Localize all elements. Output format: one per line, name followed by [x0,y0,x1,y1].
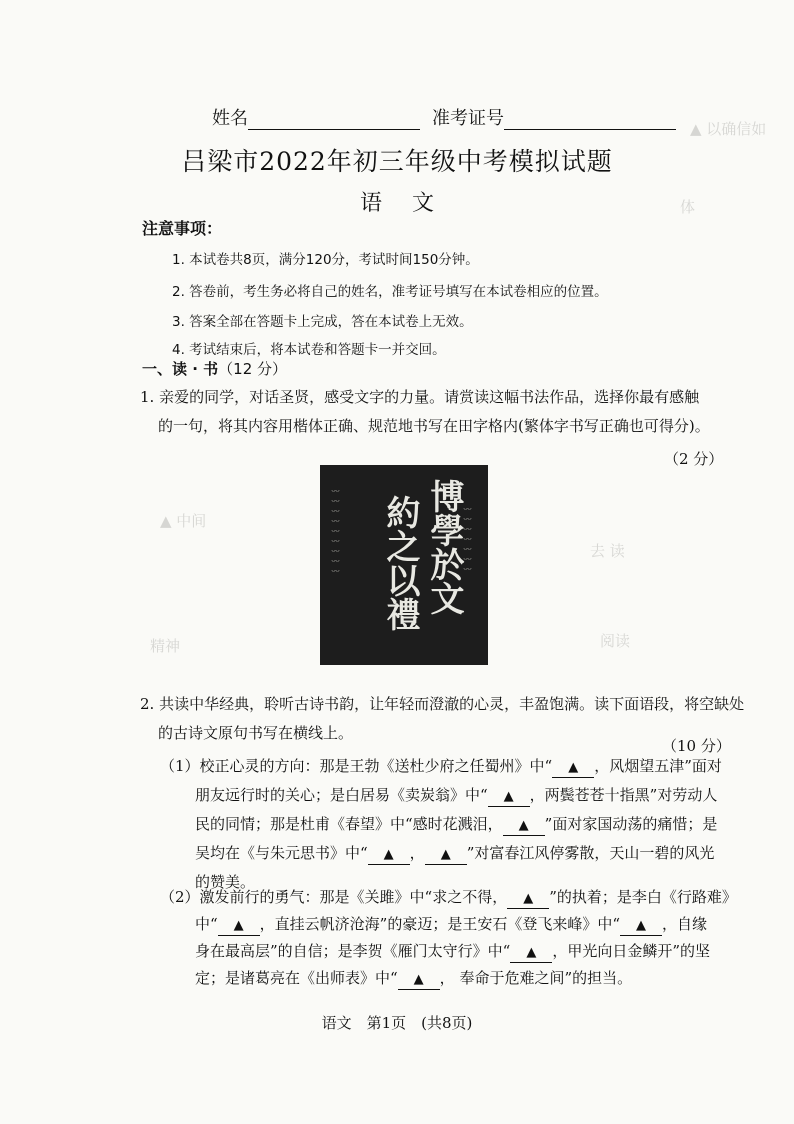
answer-blank[interactable]: ▲ [510,942,552,963]
answer-blank[interactable]: ▲ [552,757,594,778]
calligraphy-column-2: 約之以禮 [380,495,420,631]
page-footer: 语文 第1页 (共8页) [321,1014,473,1032]
exam-title: 吕梁市2022年初三年级中考模拟试题 [181,147,613,176]
name-field[interactable]: 姓名 [212,104,420,130]
bleed-through-text: 精神 [150,637,181,655]
q1-score: （2 分） [664,450,724,468]
name-underline[interactable] [248,109,420,130]
bleed-through-text: 阅读 [600,632,631,650]
bleed-through-text: ▲ 以确信如 [690,120,767,138]
q2-score: （10 分） [662,737,731,755]
notice-item: 2. 答卷前，考生务必将自己的姓名，准考证号填写在本试卷相应的位置。 [172,284,608,300]
q2-part1: （1）校正心灵的方向：那是王勃《送杜少府之任蜀州》中“ ▲ ，风烟望五津”面对 朋友远行时的关心；是白居易《卖炭翁》中“ ▲ ，两鬓苍苍十指黑”对劳动人 民的同情；那是杜甫《春望》中“感时花溅泪， ▲ ”面对家国动荡的痛惜；是 吴均在《与朱元思书》中“ ▲ ， ▲ ”对富春江风停雾散，天山一碧的风光 的赞美。 [160,757,722,891]
answer-blank[interactable]: ▲ [620,915,662,936]
calligraphy-signature: 〰〰〰〰〰〰〰 [463,505,472,575]
calligraphy-column-1: 博學於文 [424,479,464,615]
bleed-through-text: 体 [680,198,696,216]
exam-id-underline[interactable] [504,109,676,130]
exam-id-field[interactable]: 准考证号 [432,104,676,130]
answer-blank[interactable]: ▲ [425,844,467,865]
notice-item: 4. 考试结束后，将本试卷和答题卡一并交回。 [172,342,446,358]
answer-blank[interactable]: ▲ [368,844,410,865]
notice-item: 1. 本试卷共8页，满分120分，考试时间150分钟。 [172,252,479,268]
q1-text: 1. 亲爱的同学，对话圣贤，感受文字的力量。请赏读这幅书法作品，选择你最有感触 的一句，将其内容用楷体正确、规范地书写在田字格内(繁体字书写正确也可得分)。 [140,388,710,435]
answer-blank[interactable]: ▲ [398,969,440,990]
bleed-through-text: 去 读 [590,542,625,560]
q2-part2: （2）激发前行的勇气：那是《关雎》中“求之不得， ▲ ”的执着；是李白《行路难》 中“ ▲ ，直挂云帆济沧海”的豪迈；是王安石《登飞来峰》中“ ▲ ，自缘 身在最高层”的自信；是李贺《雁门太守行》中“ ▲ ，甲光向日金鳞开”的坚 定；是诸葛亮在《出师表》中“ ▲ ， 奉命于危难之间”的担当。 [160,884,780,992]
section-heading: 一、读 · 书（12 分） [142,360,288,378]
answer-blank[interactable]: ▲ [503,815,545,836]
calligraphy-inscription: 〰〰〰〰〰〰〰〰〰 [331,487,340,577]
bleed-through-text: ▲ 中间 [160,512,207,530]
calligraphy-image [320,465,488,665]
subject-title: 语文 [359,191,464,216]
answer-blank[interactable]: ▲ [507,888,549,909]
answer-blank[interactable]: ▲ [488,786,530,807]
q2-text: 2. 共读中华经典，聆听古诗书韵，让年轻而澄澈的心灵，丰盈饱满。读下面语段，将空缺处 的古诗文原句书写在横线上。 [140,695,745,742]
answer-blank[interactable]: ▲ [218,915,260,936]
notice-heading: 注意事项： [142,219,223,238]
notice-item: 3. 答案全部在答题卡上完成，答在本试卷上无效。 [172,314,473,330]
